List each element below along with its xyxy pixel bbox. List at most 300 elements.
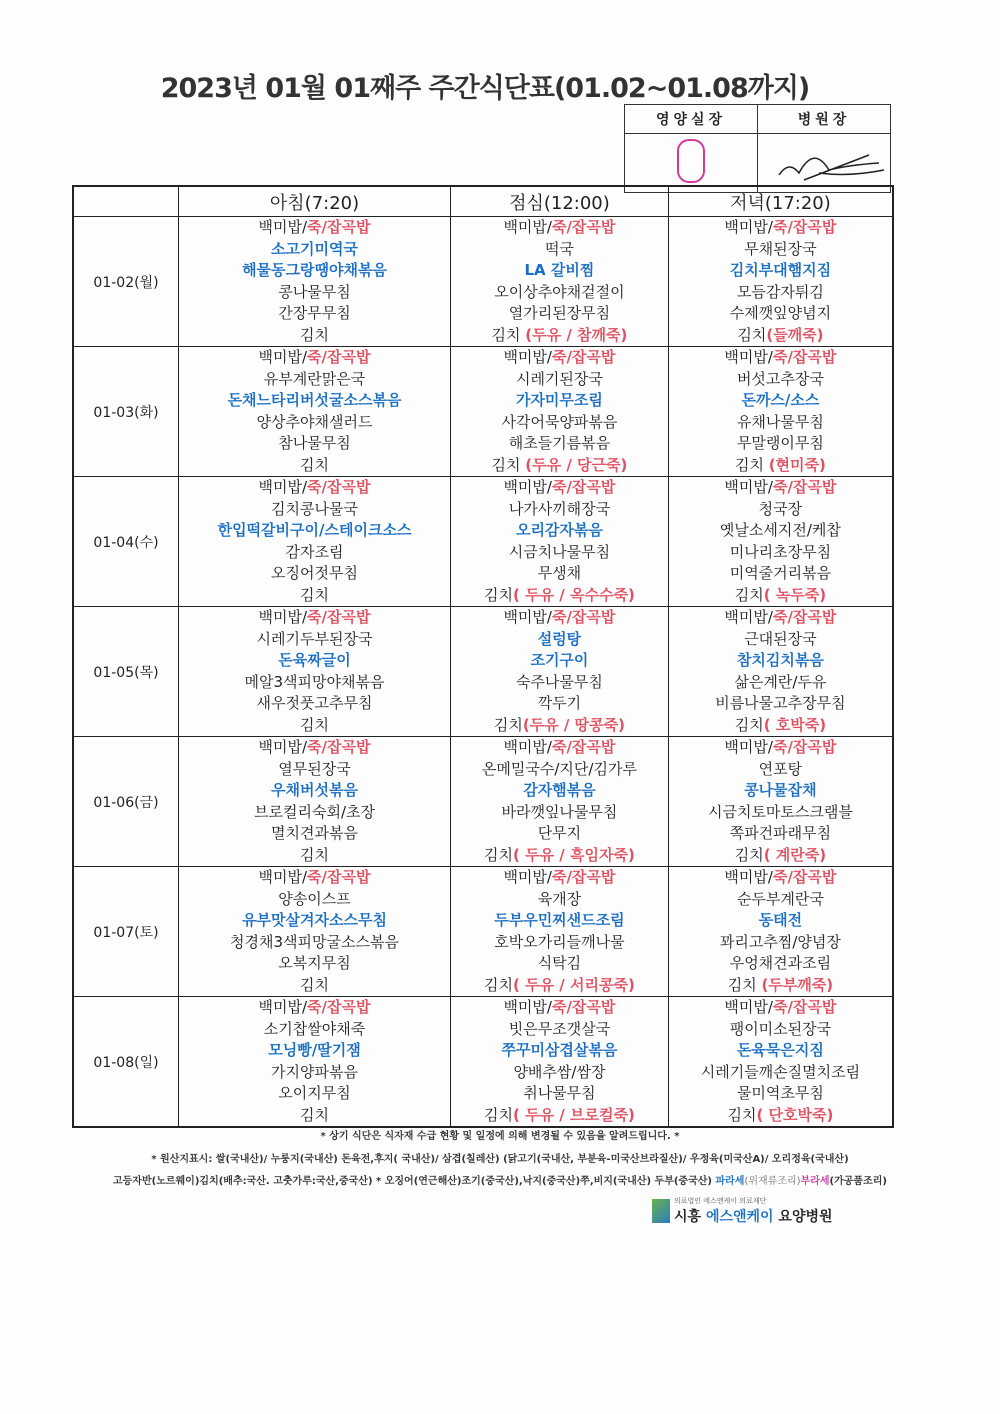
menu-item <box>179 1019 450 1041</box>
dish-name: 참나물무침 <box>278 434 351 452</box>
menu-item <box>179 433 450 455</box>
dish-name: 백미밥/ <box>724 218 773 236</box>
stamp-cell <box>625 134 758 193</box>
dish-name: 백미밥/ <box>258 608 308 626</box>
menu-item <box>179 477 450 499</box>
menu-item <box>669 217 892 239</box>
breakfast-cell <box>179 867 451 997</box>
origin-blue: 파라세 <box>711 1176 745 1187</box>
dish-name: 새우젓풋고추무침 <box>256 694 373 712</box>
dish-name: 오징어젓무침 <box>271 564 358 582</box>
menu-item <box>451 369 668 391</box>
lunch-cell <box>451 217 669 347</box>
dish-name: 설렁탕 <box>537 629 582 648</box>
menu-item <box>669 867 892 889</box>
dish-name: 김치 <box>300 325 329 344</box>
menu-item <box>451 325 668 347</box>
menu-item <box>179 953 450 975</box>
breakfast-cell <box>179 217 451 347</box>
porridge-option: 죽/잡곡밥 <box>551 868 616 886</box>
dish-name: 소기찹쌀야채죽 <box>263 1019 366 1038</box>
menu-item <box>179 802 450 824</box>
dish-name: 팽이미소된장국 <box>729 1019 832 1038</box>
dish-name: 백미밥/ <box>503 998 552 1016</box>
menu-item <box>451 260 668 282</box>
header-breakfast: 아침(7:20) <box>179 186 451 217</box>
dish-name: 간장무무침 <box>278 304 351 322</box>
menu-table <box>72 185 894 1128</box>
dish-name: 미역줄거리볶음 <box>729 564 832 582</box>
dish-name: 김치 <box>493 715 523 734</box>
date-cell: 01-03(화) <box>73 347 179 477</box>
dish-name: 수제깻잎양념지 <box>729 304 832 322</box>
menu-item <box>179 910 450 932</box>
dish-name: 유채나물무침 <box>736 412 824 431</box>
lunch-cell <box>451 477 669 607</box>
dish-name: 해초들기름볶음 <box>508 434 611 452</box>
porridge-option: 죽/잡곡밥 <box>307 478 371 496</box>
menu-item <box>669 477 892 499</box>
signature-icon <box>759 135 889 187</box>
dish-name: 가자미무조림 <box>515 391 603 409</box>
menu-item <box>451 672 668 694</box>
dish-name: 무생채 <box>537 564 582 582</box>
dish-name: 조기구이 <box>530 651 589 669</box>
dish-name: 모닝빵/딸기잼 <box>268 1041 361 1059</box>
menu-item <box>179 563 450 585</box>
dish-name: 모듬감자튀김 <box>736 282 824 301</box>
porridge-option: (들깨죽) <box>766 325 824 344</box>
menu-item <box>179 780 450 802</box>
menu-item <box>669 629 892 651</box>
dish-name: 바라깻잎나물무침 <box>501 802 618 821</box>
day-row <box>73 477 893 607</box>
dish-name: 돈육짜글이 <box>278 651 351 669</box>
dish-name: 김치 <box>300 585 329 604</box>
date-cell: 01-08(일) <box>73 997 179 1128</box>
dish-name: 가지양파볶음 <box>271 1062 358 1081</box>
dish-name: 김치 <box>737 325 767 344</box>
signature-cell <box>758 134 891 193</box>
menu-item <box>669 715 892 737</box>
menu-item <box>669 520 892 542</box>
menu-item <box>669 932 892 954</box>
porridge-option: 죽/잡곡밥 <box>772 868 837 886</box>
porridge-option: ( 계란죽) <box>763 845 827 864</box>
dish-name: 백미밥/ <box>724 348 773 366</box>
dish-name: 우채버섯볶음 <box>271 781 358 799</box>
menu-item <box>451 975 668 997</box>
menu-item <box>179 650 450 672</box>
menu-item <box>669 953 892 975</box>
dish-name: 온메밀국수/지단/김가루 <box>481 759 637 778</box>
menu-item <box>451 997 668 1019</box>
dish-name: 백미밥/ <box>724 998 773 1016</box>
dish-name: 오복지무침 <box>278 954 351 972</box>
menu-item <box>451 390 668 412</box>
dish-name: 삶은계란/두유 <box>734 672 827 691</box>
menu-item <box>669 325 892 347</box>
menu-item <box>669 239 892 261</box>
dish-name: 청경채3색피망굴소스볶음 <box>230 932 399 951</box>
menu-item <box>179 412 450 434</box>
dish-name: 순두부계란국 <box>736 889 824 908</box>
dish-name: 김치 <box>734 715 764 734</box>
dish-name: 한입떡갈비구이/스테이크소스 <box>217 521 412 539</box>
menu-item <box>179 325 450 347</box>
menu-item <box>451 693 668 715</box>
dish-name: 떡국 <box>544 239 574 258</box>
dish-name: 물미역초무침 <box>736 1084 824 1102</box>
menu-item <box>179 867 450 889</box>
menu-item <box>669 303 892 325</box>
dish-name: 콩나물무침 <box>278 282 351 301</box>
dish-name: 백미밥/ <box>503 218 552 236</box>
dish-name: 김치 <box>491 325 526 344</box>
dish-name: 백미밥/ <box>258 868 308 886</box>
dish-name: 꽈리고추찜/양념장 <box>719 932 841 951</box>
menu-item <box>179 1105 450 1127</box>
menu-item <box>669 390 892 412</box>
menu-item <box>669 693 892 715</box>
menu-item <box>451 802 668 824</box>
menu-item <box>179 369 450 391</box>
menu-item <box>179 607 450 629</box>
dish-name: 두부우민찌샌드조림 <box>494 911 625 929</box>
menu-item <box>451 303 668 325</box>
dish-name: 나가사끼해장국 <box>508 499 611 518</box>
dish-name: 시레기두부된장국 <box>256 629 373 648</box>
dish-name: 옛날소세지전/케찹 <box>719 521 841 539</box>
menu-item <box>451 433 668 455</box>
porridge-option: ( 녹두죽) <box>763 585 827 604</box>
porridge-option: 죽/잡곡밥 <box>551 738 616 756</box>
menu-item <box>179 239 450 261</box>
menu-item <box>669 910 892 932</box>
menu-item <box>669 585 892 607</box>
porridge-option: 죽/잡곡밥 <box>551 608 616 626</box>
logo-subtitle: 의료법인 에스앤케이 의료재단 <box>674 1197 767 1205</box>
menu-item <box>451 499 668 521</box>
menu-item <box>451 1019 668 1041</box>
menu-item <box>451 1105 668 1127</box>
dish-name: 오이상추야채겉절이 <box>494 282 625 301</box>
dish-name: 김치 <box>727 1105 757 1124</box>
breakfast-cell <box>179 607 451 737</box>
dish-name: 백미밥/ <box>503 738 552 756</box>
dish-name: 버섯고추장국 <box>736 369 824 388</box>
menu-item <box>179 499 450 521</box>
menu-item <box>451 780 668 802</box>
menu-item <box>669 1105 892 1127</box>
lunch-cell <box>451 607 669 737</box>
menu-item <box>179 975 450 997</box>
dinner-cell <box>668 737 893 867</box>
menu-item <box>451 715 668 737</box>
dish-name: 양상추야채샐러드 <box>256 412 373 431</box>
menu-item <box>669 889 892 911</box>
porridge-option: 죽/잡곡밥 <box>307 608 371 626</box>
menu-item <box>669 347 892 369</box>
menu-item <box>451 1062 668 1084</box>
dish-name: 시레기들깨손질멸치조림 <box>700 1062 861 1081</box>
dish-name: 김치 <box>491 455 526 474</box>
menu-item <box>669 369 892 391</box>
dish-name: 빗은무조갯살국 <box>508 1019 611 1038</box>
dish-name: 연포탕 <box>758 759 803 778</box>
menu-item <box>451 932 668 954</box>
dish-name: 메알3색피망야채볶음 <box>244 672 385 691</box>
dish-name: 김치 <box>300 975 329 994</box>
porridge-option: ( 호박죽) <box>763 715 827 734</box>
menu-item <box>179 390 450 412</box>
menu-item <box>179 282 450 304</box>
porridge-option: 죽/잡곡밥 <box>772 998 837 1016</box>
header-lunch: 점심(12:00) <box>451 186 669 217</box>
porridge-option: 죽/잡곡밥 <box>551 348 616 366</box>
porridge-option: 죽/잡곡밥 <box>307 218 371 236</box>
menu-item <box>669 997 892 1019</box>
dish-name: 시금치나물무침 <box>508 542 611 561</box>
porridge-option: 죽/잡곡밥 <box>772 348 837 366</box>
menu-item <box>179 737 450 759</box>
dish-name: 멸치견과볶음 <box>271 824 358 842</box>
porridge-option: ( 단호박죽) <box>756 1105 834 1124</box>
menu-item <box>179 520 450 542</box>
menu-item <box>669 845 892 867</box>
dish-name: 김치 <box>300 715 329 734</box>
porridge-option: 죽/잡곡밥 <box>551 478 616 496</box>
dish-name: 청국장 <box>758 499 803 518</box>
porridge-option: 죽/잡곡밥 <box>307 348 371 366</box>
menu-item <box>179 889 450 911</box>
porridge-option: 죽/잡곡밥 <box>772 738 837 756</box>
menu-item <box>451 953 668 975</box>
menu-item <box>451 1083 668 1105</box>
dish-name: 근대된장국 <box>744 629 817 648</box>
dish-name: 김치 <box>734 585 764 604</box>
page-title: 2023년 01월 01째주 주간식단표(01.02~01.08까지) <box>160 73 810 104</box>
menu-item <box>669 433 892 455</box>
dish-name: 쪽파건파래무침 <box>729 824 832 842</box>
dish-name: 김치 <box>734 455 769 474</box>
menu-item <box>669 1083 892 1105</box>
dish-name: 김치 <box>727 975 762 994</box>
dinner-cell <box>668 607 893 737</box>
menu-item <box>669 499 892 521</box>
menu-item <box>451 217 668 239</box>
menu-item <box>669 780 892 802</box>
menu-item <box>179 629 450 651</box>
menu-item <box>179 759 450 781</box>
lunch-cell <box>451 867 669 997</box>
lunch-cell <box>451 737 669 867</box>
dish-name: 시레기된장국 <box>515 369 603 388</box>
dish-name: 양배추쌈/쌈장 <box>513 1062 606 1081</box>
menu-item <box>669 650 892 672</box>
menu-item <box>669 1040 892 1062</box>
menu-item <box>451 282 668 304</box>
menu-item <box>451 823 668 845</box>
dish-name: 감자햄볶음 <box>523 781 596 799</box>
hospital-logo <box>652 1196 833 1226</box>
menu-item <box>179 455 450 477</box>
dish-name: 김치 <box>484 1105 514 1124</box>
dinner-cell <box>668 477 893 607</box>
menu-item <box>179 585 450 607</box>
menu-item <box>451 759 668 781</box>
breakfast-cell <box>179 477 451 607</box>
menu-item <box>451 347 668 369</box>
menu-item <box>179 715 450 737</box>
director-label: 병원장 <box>758 105 891 134</box>
menu-item <box>669 1019 892 1041</box>
day-row <box>73 607 893 737</box>
dish-name: 김치 <box>484 975 514 994</box>
menu-item <box>451 607 668 629</box>
porridge-option: (두유 / 땅콩죽) <box>522 715 625 734</box>
dish-name: 유부맛살겨자소스무침 <box>242 911 387 929</box>
origin-text: 고등자반(노르웨이)김치(배추:국산. 고춧가루:국산,중국산) * 오징어(연근해산)조기(중국산),낙지(중국산)쭈,비지(국내산) 두부(중국산) <box>112 1176 712 1187</box>
origin-mid: (위재류조리) <box>744 1176 801 1187</box>
menu-item <box>179 845 450 867</box>
dish-name: 우엉채견과조림 <box>729 954 832 972</box>
dish-name: 비름나물고추장무침 <box>715 694 846 712</box>
menu-item <box>179 932 450 954</box>
logo-city: 시흥 <box>674 1209 706 1225</box>
dish-name: 콩나물잡채 <box>744 781 817 799</box>
breakfast-cell <box>179 737 451 867</box>
menu-item <box>669 607 892 629</box>
dish-name: 백미밥/ <box>258 478 308 496</box>
date-cell: 01-05(목) <box>73 607 179 737</box>
menu-item <box>669 672 892 694</box>
menu-item <box>669 823 892 845</box>
dish-name: 김치 <box>484 845 514 864</box>
menu-item <box>669 282 892 304</box>
dinner-cell <box>668 217 893 347</box>
porridge-option: 죽/잡곡밥 <box>772 478 837 496</box>
porridge-option: (두유 / 당근죽) <box>525 455 628 474</box>
porridge-option: ( 두유 / 옥수수죽) <box>513 585 635 604</box>
menu-item <box>669 759 892 781</box>
dish-name: 식탁김 <box>537 954 582 972</box>
day-row <box>73 997 893 1128</box>
menu-item <box>669 563 892 585</box>
nutrition-head-label: 영양실장 <box>625 105 758 134</box>
menu-item <box>451 477 668 499</box>
porridge-option: 죽/잡곡밥 <box>307 998 371 1016</box>
porridge-option: (두유 / 참깨죽) <box>525 325 628 344</box>
dish-name: 호박오가리들깨나물 <box>494 932 625 951</box>
origin-line-2 <box>0 1172 1000 1187</box>
porridge-option: ( 두유 / 서리콩죽) <box>513 975 635 994</box>
menu-item <box>179 217 450 239</box>
dish-name: 백미밥/ <box>503 868 552 886</box>
menu-item <box>179 672 450 694</box>
dish-name: 김치 <box>484 585 514 604</box>
dish-name: 김치부대햄지짐 <box>729 261 832 279</box>
dish-name: 김치 <box>300 1105 329 1124</box>
dish-name: 감자조림 <box>285 542 344 561</box>
date-cell: 01-02(월) <box>73 217 179 347</box>
porridge-option: 죽/잡곡밥 <box>307 738 371 756</box>
logo-brand: 에스앤케이 <box>705 1209 774 1225</box>
dish-name: 취나물무침 <box>523 1084 596 1102</box>
menu-item <box>669 412 892 434</box>
breakfast-cell <box>179 347 451 477</box>
dish-name: 유부계란맑은국 <box>263 369 366 388</box>
header-dinner: 저녁(17:20) <box>668 186 893 217</box>
menu-item <box>451 563 668 585</box>
approval-box <box>624 104 891 193</box>
day-row <box>73 867 893 997</box>
porridge-option: 죽/잡곡밥 <box>307 868 371 886</box>
lunch-cell <box>451 997 669 1128</box>
dish-name: 무채된장국 <box>744 239 817 258</box>
dish-name: 숙주나물무침 <box>515 672 603 691</box>
menu-item <box>451 520 668 542</box>
dish-name: 시금치토마토스크램블 <box>707 802 853 821</box>
dish-name: 동태전 <box>758 911 803 929</box>
dish-name: 돈육묵은지짐 <box>736 1041 824 1059</box>
dish-name: 백미밥/ <box>258 998 308 1016</box>
menu-item <box>451 910 668 932</box>
dish-name: 백미밥/ <box>503 348 552 366</box>
porridge-option: (두부깨죽) <box>761 975 834 994</box>
dish-name: 쭈꾸미삼겹살볶음 <box>501 1041 618 1059</box>
menu-item <box>669 260 892 282</box>
menu-item <box>179 1040 450 1062</box>
menu-item <box>451 629 668 651</box>
menu-item <box>179 542 450 564</box>
notice-text: * 상기 식단은 식자재 수급 현황 및 일정에 의해 변경될 수 있음을 알려드립니다. * <box>320 1131 680 1142</box>
date-cell: 01-06(금) <box>73 737 179 867</box>
menu-item <box>451 650 668 672</box>
dish-name: 백미밥/ <box>258 218 308 236</box>
dish-name: 무말랭이무침 <box>736 434 824 452</box>
menu-item <box>179 347 450 369</box>
logo-suffix: 요양병원 <box>773 1209 833 1225</box>
dish-name: 돈채느타리버섯굴소스볶음 <box>227 391 402 409</box>
menu-item <box>451 412 668 434</box>
day-row <box>73 347 893 477</box>
day-row <box>73 737 893 867</box>
dinner-cell <box>668 997 893 1128</box>
dish-name: 백미밥/ <box>724 608 773 626</box>
menu-item <box>451 1040 668 1062</box>
dish-name: 사각어묵양파볶음 <box>501 412 618 431</box>
dish-name: 김치콩나물국 <box>271 499 358 518</box>
dish-name: 참치김치볶음 <box>736 651 824 669</box>
menu-item <box>669 1062 892 1084</box>
menu-item <box>179 693 450 715</box>
menu-item <box>451 239 668 261</box>
menu-item <box>669 737 892 759</box>
dish-name: 백미밥/ <box>258 348 308 366</box>
dish-name: 브로컬리숙회/초장 <box>254 802 375 821</box>
dish-name: LA 갈비찜 <box>524 261 595 279</box>
dish-name: 백미밥/ <box>724 738 773 756</box>
porridge-option: 죽/잡곡밥 <box>772 608 837 626</box>
breakfast-cell <box>179 997 451 1128</box>
porridge-option: 죽/잡곡밥 <box>772 218 837 236</box>
menu-item <box>669 455 892 477</box>
menu-item <box>179 823 450 845</box>
dish-name: 백미밥/ <box>503 478 552 496</box>
menu-item <box>451 867 668 889</box>
dish-name: 육개장 <box>537 889 582 908</box>
